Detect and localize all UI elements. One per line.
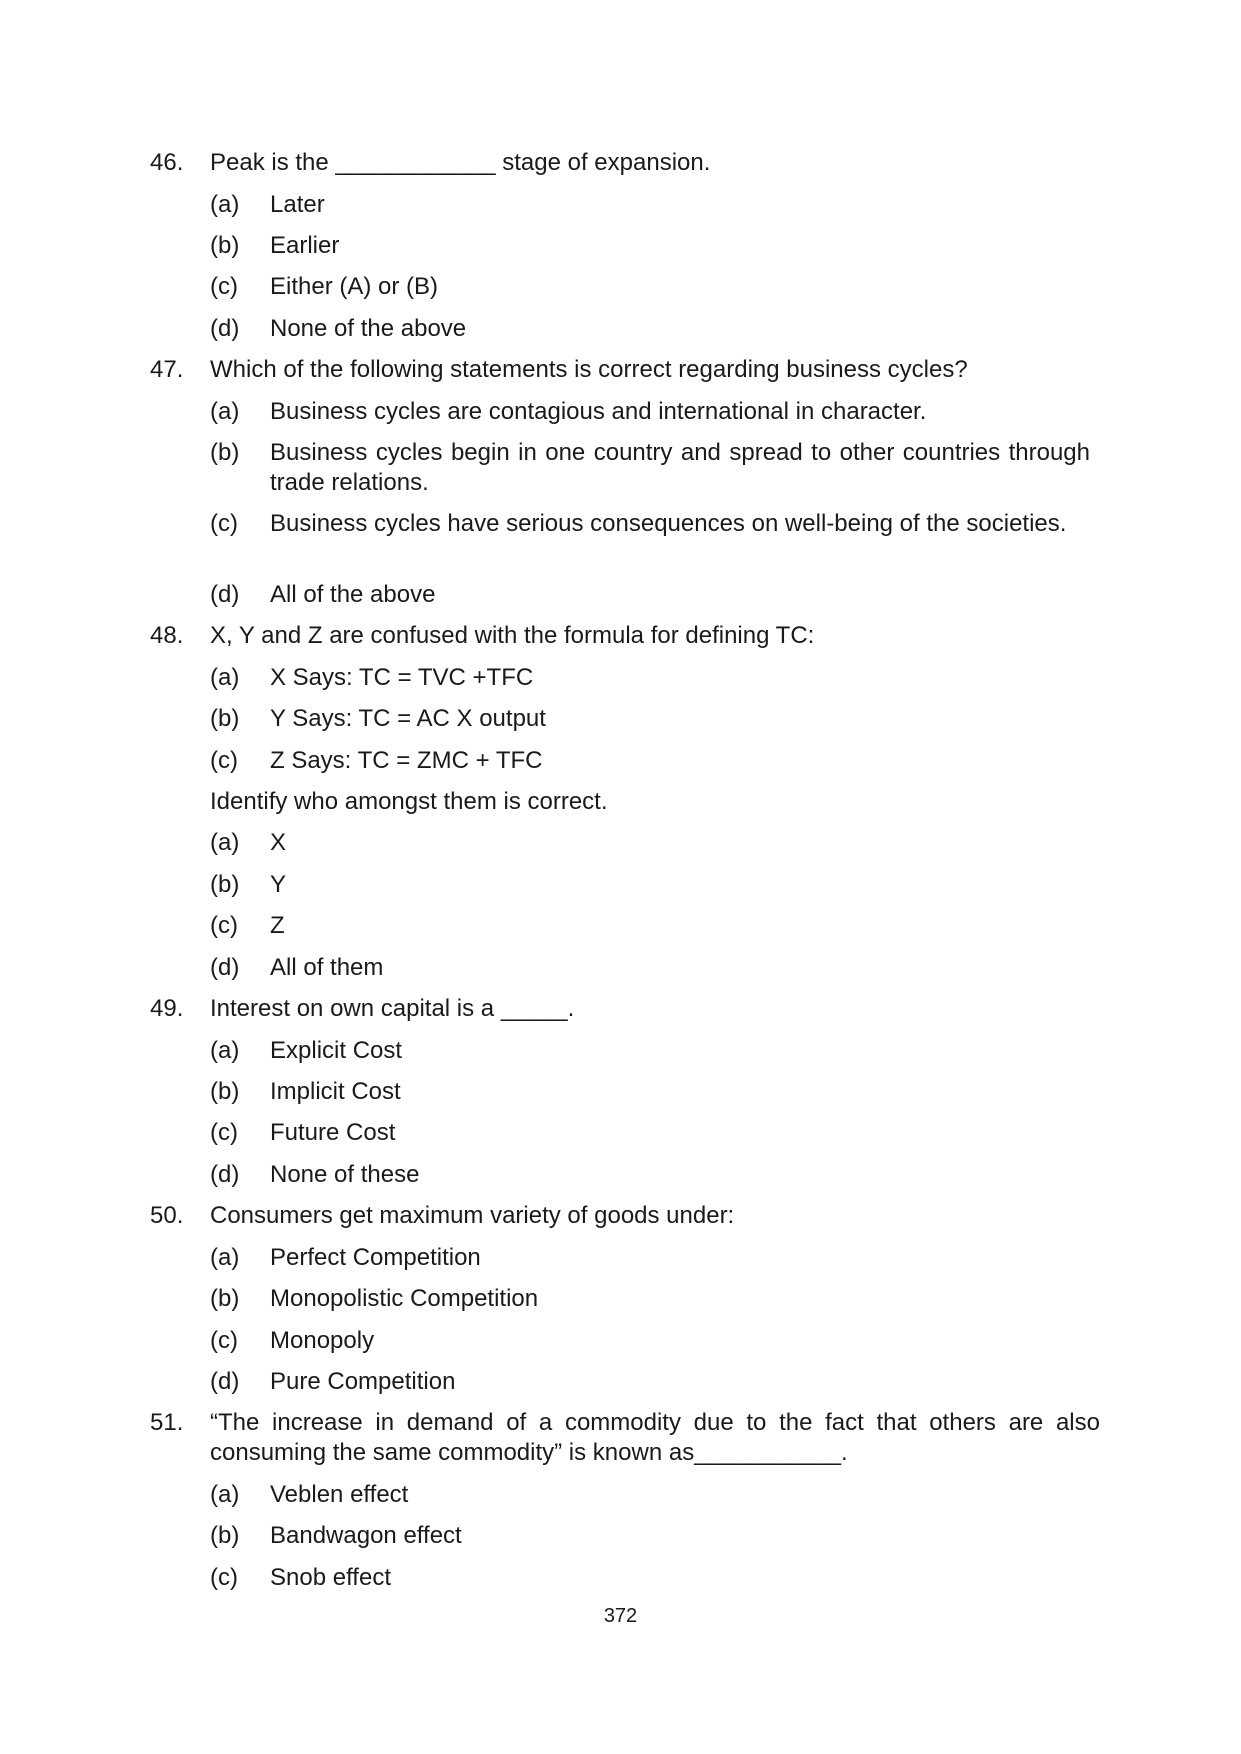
question-text: “The increase in demand of a commodity due to the fact that others are also consuming the same commodity” is known as___________. — [210, 1409, 1100, 1466]
question-number: 49. — [150, 995, 184, 1022]
option-46-c — [210, 272, 1090, 302]
option-50-c — [210, 1326, 1090, 1356]
option-text: Earlier — [270, 232, 340, 259]
option-label: (d) — [210, 1161, 240, 1188]
question-text: X, Y and Z are confused with the formula for defining TC: — [210, 622, 815, 649]
question-number: 50. — [150, 1202, 184, 1229]
option-text: Implicit Cost — [270, 1078, 401, 1105]
option-text: Monopoly — [270, 1327, 375, 1354]
option-label: (a) — [210, 829, 240, 856]
option-label: (a) — [210, 1037, 240, 1064]
option-text: Pure Competition — [270, 1368, 456, 1395]
option-label: (b) — [210, 1285, 240, 1312]
option-48-b — [210, 704, 1090, 734]
option-text: X — [270, 829, 287, 856]
option-51-c — [210, 1563, 1090, 1593]
question-number: 46. — [150, 149, 184, 176]
option-text: All of the above — [270, 581, 436, 608]
option-50-d — [210, 1367, 1090, 1397]
option-51-b — [210, 1521, 1090, 1551]
option-text: Bandwagon effect — [270, 1522, 462, 1549]
answer-48-d — [210, 953, 1090, 983]
option-text: Snob effect — [270, 1564, 391, 1591]
answer-48-a — [210, 828, 1090, 858]
option-46-d — [210, 314, 1090, 344]
option-label: (b) — [210, 232, 240, 259]
option-51-a — [210, 1480, 1090, 1510]
option-label: (a) — [210, 1244, 240, 1271]
option-50-b — [210, 1284, 1090, 1314]
option-label: (b) — [210, 1522, 240, 1549]
question-49 — [150, 994, 1100, 1024]
question-51 — [150, 1408, 1100, 1468]
option-49-b — [210, 1077, 1090, 1107]
option-text: Y — [270, 871, 287, 898]
question-48-prompt: Identify who amongst them is correct. — [210, 788, 608, 815]
option-text: Business cycles begin in one country and spread to other countries through trade relations. — [270, 439, 1090, 496]
option-text: X Says: TC = TVC +TFC — [270, 664, 534, 691]
option-label: (d) — [210, 315, 240, 342]
question-48 — [150, 621, 1100, 651]
option-text: Monopolistic Competition — [270, 1285, 539, 1312]
option-label: (b) — [210, 439, 240, 466]
question-text: Peak is the ____________ stage of expansion. — [210, 149, 711, 176]
option-label: (d) — [210, 1368, 240, 1395]
option-label: (a) — [210, 191, 240, 218]
option-label: (b) — [210, 1078, 240, 1105]
answer-48-b — [210, 870, 1090, 900]
option-label: (a) — [210, 398, 240, 425]
option-label: (c) — [210, 273, 238, 300]
answer-48-c — [210, 911, 1090, 941]
option-text: Explicit Cost — [270, 1037, 403, 1064]
question-number: 48. — [150, 622, 184, 649]
option-text: Future Cost — [270, 1119, 396, 1146]
option-50-a — [210, 1243, 1090, 1273]
option-text: Later — [270, 191, 325, 218]
option-48-a — [210, 663, 1090, 693]
option-text: Either (A) or (B) — [270, 273, 439, 300]
question-text: Which of the following statements is correct regarding business cycles? — [210, 356, 968, 383]
option-47-d — [210, 580, 1090, 610]
option-text: All of them — [270, 954, 384, 981]
question-text: Interest on own capital is a _____. — [210, 995, 575, 1022]
option-label: (c) — [210, 1564, 238, 1591]
question-46 — [150, 148, 1100, 178]
option-label: (c) — [210, 1327, 238, 1354]
option-text: Business cycles have serious consequences on well-being of the societies. — [270, 510, 1067, 537]
option-49-c — [210, 1118, 1090, 1148]
option-47-b — [210, 438, 1090, 498]
option-47-c — [210, 509, 1090, 539]
option-text: Y Says: TC = AC X output — [270, 705, 546, 732]
question-number: 51. — [150, 1409, 184, 1436]
question-text: Consumers get maximum variety of goods under: — [210, 1202, 735, 1229]
option-text: Z Says: TC = ZMC + TFC — [270, 747, 543, 774]
option-text: Perfect Competition — [270, 1244, 481, 1271]
option-label: (c) — [210, 1119, 238, 1146]
option-text: None of these — [270, 1161, 420, 1188]
question-50 — [150, 1201, 1100, 1231]
option-46-b — [210, 231, 1090, 261]
option-label: (a) — [210, 664, 240, 691]
option-text: Business cycles are contagious and international in character. — [270, 398, 927, 425]
option-label: (c) — [210, 912, 238, 939]
option-label: (b) — [210, 705, 240, 732]
option-48-c — [210, 746, 1090, 776]
option-47-a — [210, 397, 1090, 427]
option-label: (a) — [210, 1481, 240, 1508]
option-text: Z — [270, 912, 285, 939]
option-label: (d) — [210, 954, 240, 981]
question-47 — [150, 355, 1100, 385]
option-text: Veblen effect — [270, 1481, 409, 1508]
option-49-d — [210, 1160, 1090, 1190]
option-label: (d) — [210, 581, 240, 608]
question-number: 47. — [150, 356, 184, 383]
option-text: None of the above — [270, 315, 467, 342]
option-label: (b) — [210, 871, 240, 898]
page-number: 372 — [603, 1605, 638, 1627]
option-label: (c) — [210, 747, 238, 774]
option-49-a — [210, 1036, 1090, 1066]
option-46-a — [210, 190, 1090, 220]
option-label: (c) — [210, 510, 238, 537]
